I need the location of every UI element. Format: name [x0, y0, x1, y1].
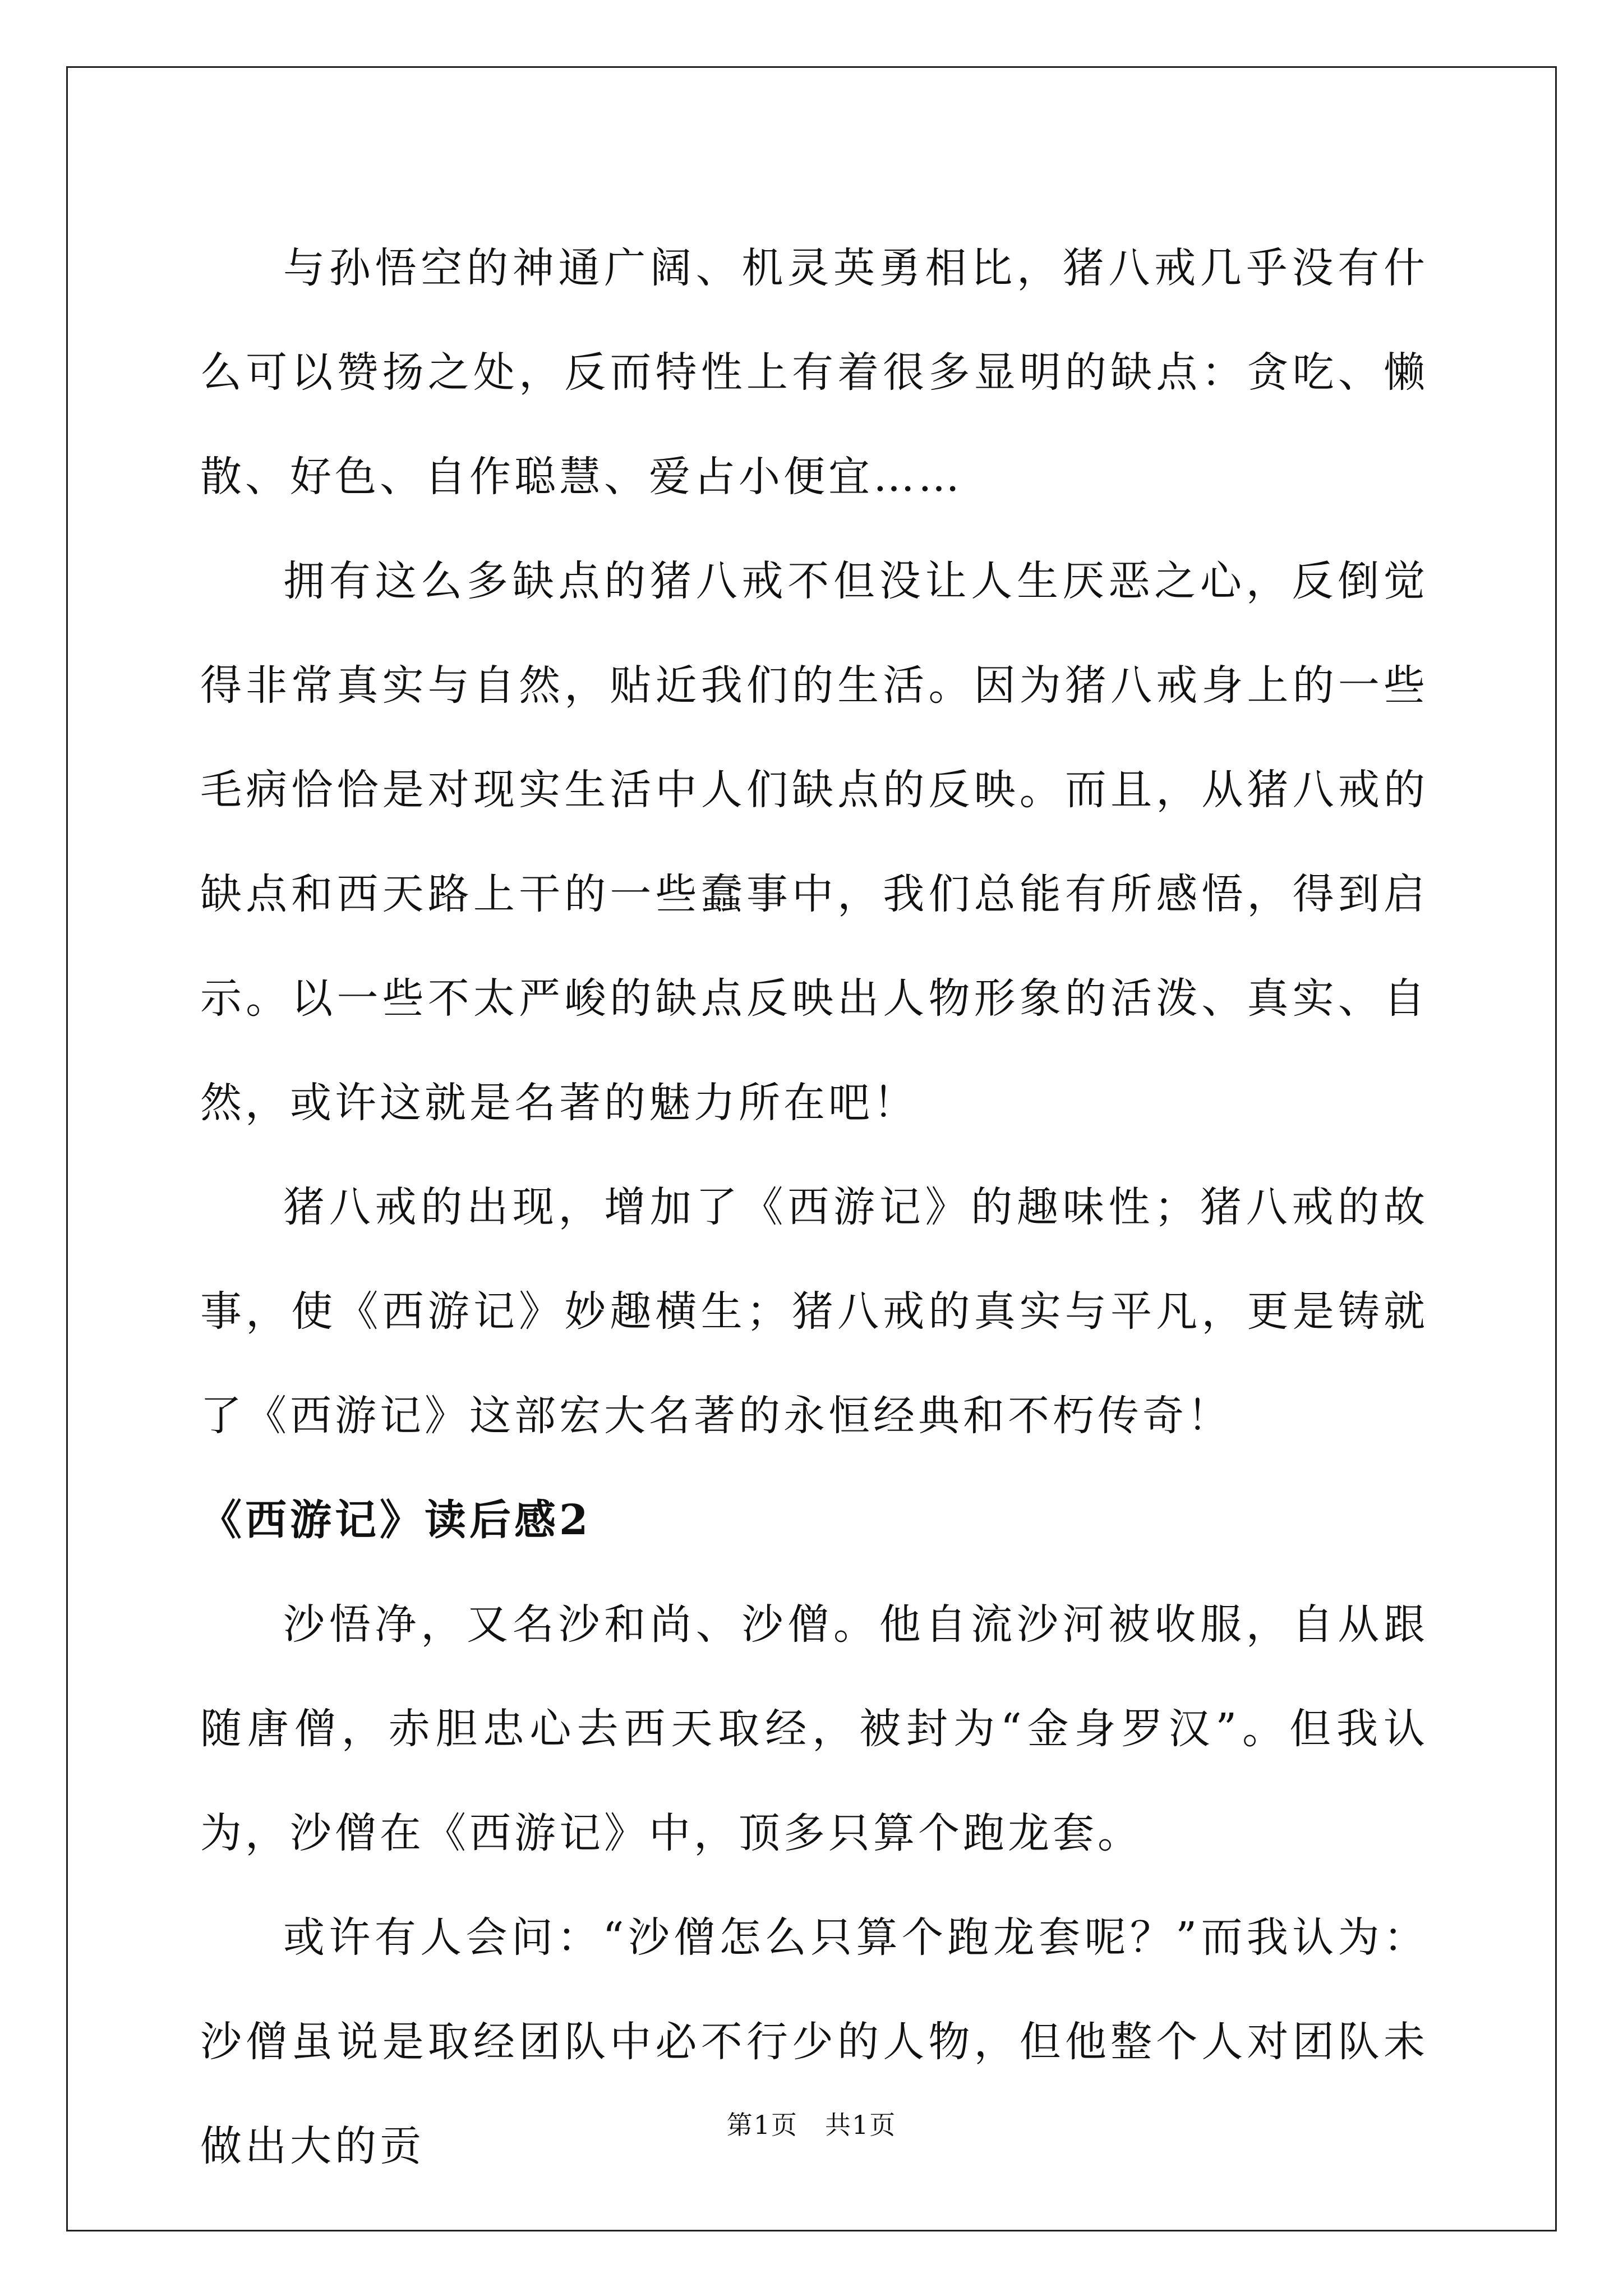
page-footer: 第1页 共1页 [726, 2110, 897, 2140]
paragraph: 沙悟净，又名沙和尚、沙僧。他自流沙河被收服，自从跟随唐僧，赤胆忠心去西天取经，被封为“金身罗汉”。但我认为，沙僧在《西游记》中，顶多只算个跑龙套。 [200, 1600, 1428, 1857]
section-heading: 《西游记》读后感2 [200, 1496, 592, 1544]
paragraph: 拥有这么多缺点的猪八戒不但没让人生厌恶之心，反倒觉得非常真实与自然，贴近我们的生活。因为猪八戒身上的一些毛病恰恰是对现实生活中人们缺点的反映。而且，从猪八戒的缺点和西天路上干的一些蠢事中，我们总能有所感悟，得到启示。以一些不太严峻的缺点反映出人物形象的活泼、真实、自然，或许这就是名著的魅力所在吧！ [200, 557, 1428, 1127]
document-body [200, 216, 1428, 2198]
paragraph: 或许有人会问：“沙僧怎么只算个跑龙套呢？”而我认为：沙僧虽说是取经团队中必不行少的人物，但他整个人对团队未做出大的贡 [200, 1913, 1428, 2170]
paragraph: 猪八戒的出现，增加了《西游记》的趣味性；猪八戒的故事，使《西游记》妙趣横生；猪八戒的真实与平凡，更是铸就了《西游记》这部宏大名著的永恒经典和不朽传奇！ [200, 1183, 1428, 1440]
paragraph: 与孙悟空的神通广阔、机灵英勇相比，猪八戒几乎没有什么可以赞扬之处，反而特性上有着很多显明的缺点：贪吃、懒散、好色、自作聪慧、爱占小便宜…… [200, 244, 1428, 501]
